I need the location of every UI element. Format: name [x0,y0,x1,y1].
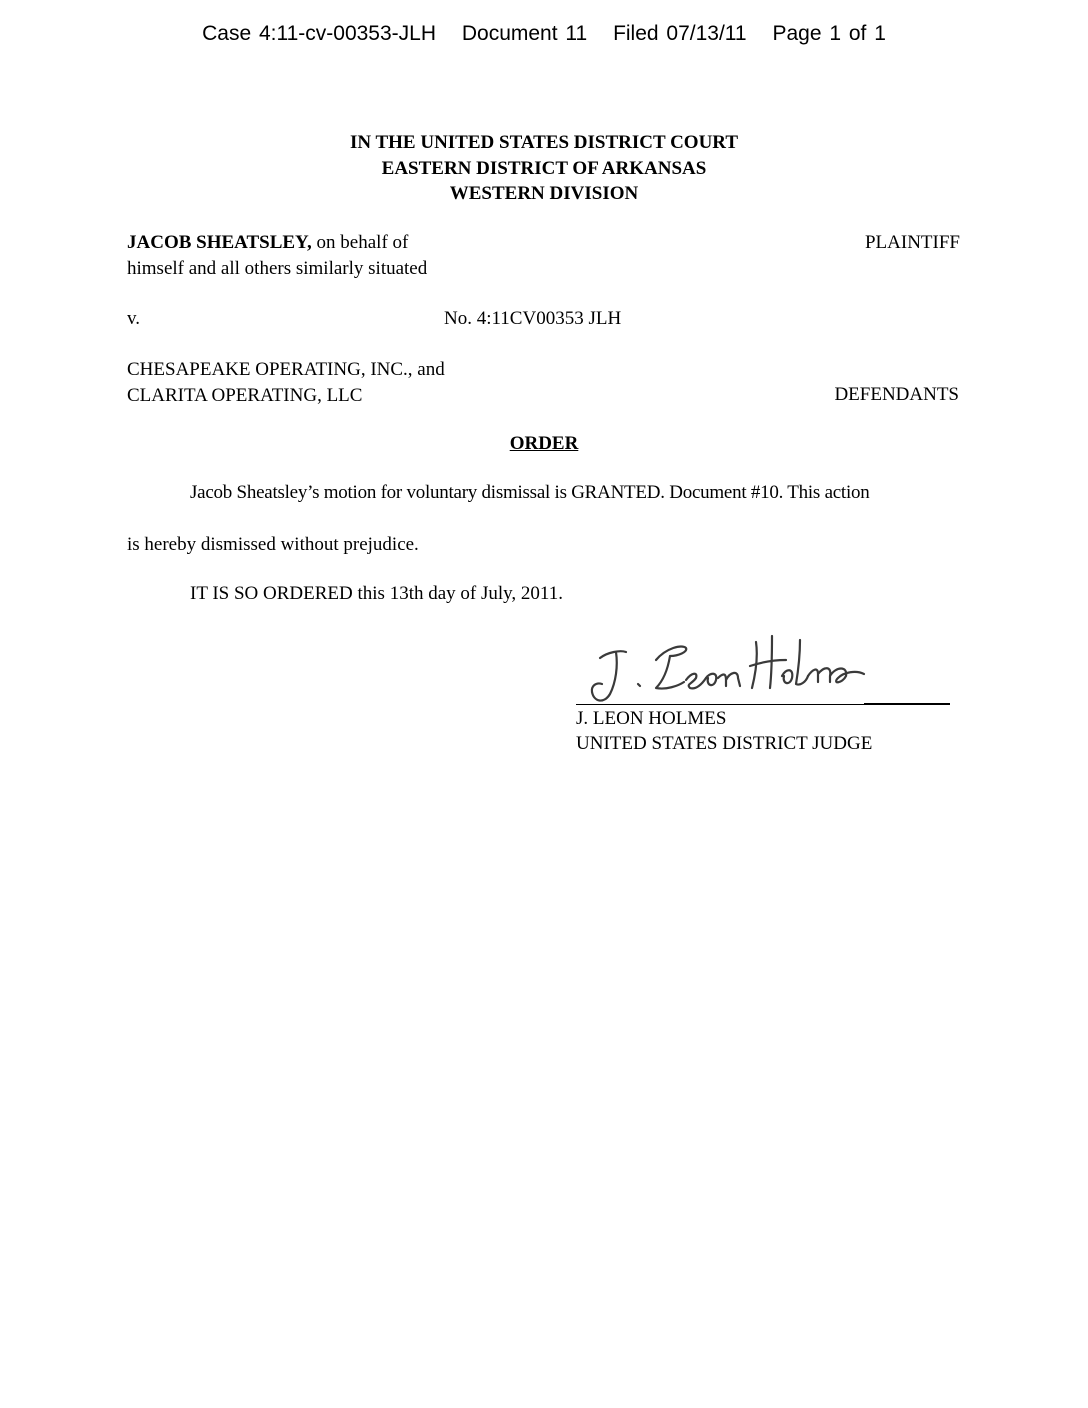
defendant-name-block [127,357,445,408]
stamp-document-number: Document 11 [461,22,588,45]
court-heading [0,130,1088,207]
plaintiff-name-suffix: on behalf of [311,232,409,253]
handwritten-signature [586,622,876,712]
plaintiff-name-block [127,230,427,281]
judge-name: J. LEON HOLMES [576,708,727,729]
judge-title: UNITED STATES DISTRICT JUDGE [576,733,873,754]
signature-line-segment [864,703,950,705]
defendant-line-2: CLARITA OPERATING, LLC [127,384,363,406]
plaintiff-label: PLAINTIFF [864,232,960,253]
case-number: No. 4:11CV00353 JLH [444,308,622,329]
order-title: ORDER [509,433,579,454]
filing-stamp [0,22,1088,46]
order-paragraph-line-2: is hereby dismissed without prejudice. [127,534,419,555]
so-ordered-line: IT IS SO ORDERED this 13th day of July, 2011. [190,583,563,604]
court-division-line: WESTERN DIVISION [449,183,639,204]
order-paragraph-line-1: Jacob Sheatsley’s motion for voluntary dismissal is GRANTED. Document #10. This action [190,482,870,503]
plaintiff-class-line: himself and all others similarly situated [127,257,428,279]
stamp-filed-date: Filed 07/13/11 [613,22,747,45]
defendant-label: DEFENDANTS [834,384,959,405]
plaintiff-name: JACOB SHEATSLEY, [127,232,312,253]
defendant-line-1: CHESAPEAKE OPERATING, INC., and [127,359,445,380]
court-district-line: EASTERN DISTRICT OF ARKANSAS [381,157,707,179]
stamp-case-number: Case 4:11-cv-00353-JLH [202,22,437,45]
stamp-page-number: Page 1 of 1 [772,22,886,45]
versus-label: v. [127,308,141,329]
court-name-line: IN THE UNITED STATES DISTRICT COURT [349,132,739,153]
